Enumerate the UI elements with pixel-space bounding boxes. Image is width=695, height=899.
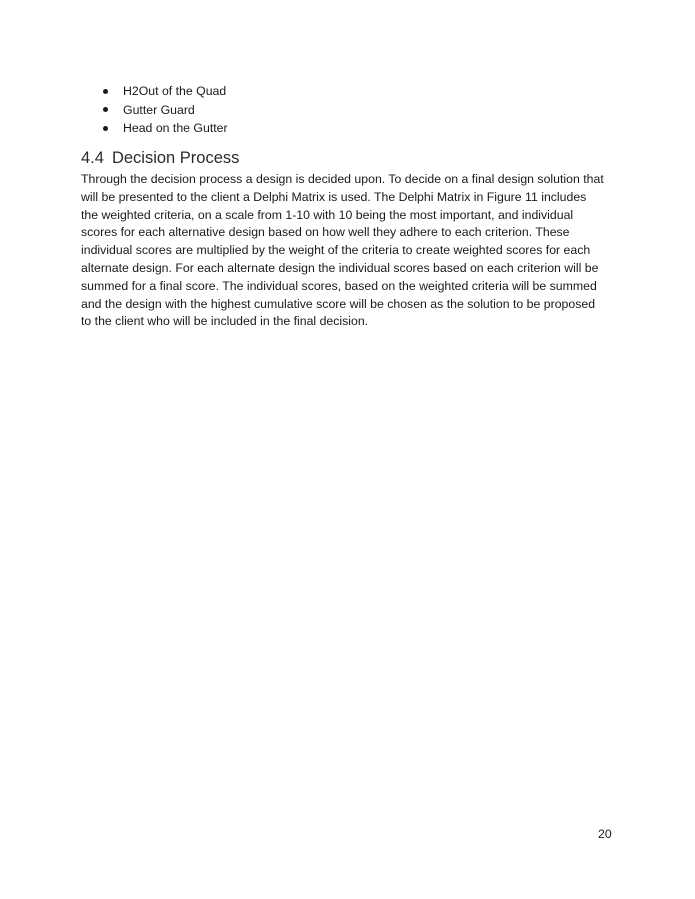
list-item — [103, 82, 228, 101]
list-item — [103, 119, 228, 138]
paragraph-line: the weighted criteria, on a scale from 1-10 with 10 being the most important, and individual — [81, 207, 574, 222]
bullet-icon — [103, 126, 108, 131]
bullet-list — [103, 82, 228, 138]
body-paragraph — [81, 171, 621, 331]
paragraph-line: Through the decision process a design is decided upon. To decide on a final design solution that — [81, 172, 604, 186]
paragraph-line: scores for each alternative design based on how well they adhere to each criterion. These — [81, 225, 570, 240]
paragraph-line: and the design with the highest cumulative score will be chosen as the solution to be proposed — [81, 296, 596, 311]
paragraph-line: to the client who will be included in the final decision. — [81, 314, 369, 329]
paragraph-line: will be presented to the client a Delphi Matrix is used. The Delphi Matrix in Figure 11 includes — [81, 189, 587, 204]
bullet-text: Head on the Gutter — [123, 121, 228, 135]
bullet-text: Gutter Guard — [123, 102, 195, 117]
page-number: 20 — [598, 827, 612, 841]
bullet-text: H2Out of the Quad — [123, 84, 227, 98]
list-item — [103, 101, 228, 120]
paragraph-line: individual scores are multiplied by the weight of the criteria to create weighted scores for each — [81, 243, 591, 258]
section-title: Decision Process — [111, 149, 240, 167]
paragraph-line: alternate design. For each alternate design the individual scores based on each criterion will be — [81, 260, 599, 275]
section-number: 4.4 — [81, 149, 104, 167]
bullet-icon — [103, 107, 108, 112]
bullet-icon — [103, 89, 108, 94]
paragraph-line: summed for a final score. The individual scores, based on the weighted criteria will be summed — [81, 278, 597, 293]
section-heading — [81, 147, 239, 169]
